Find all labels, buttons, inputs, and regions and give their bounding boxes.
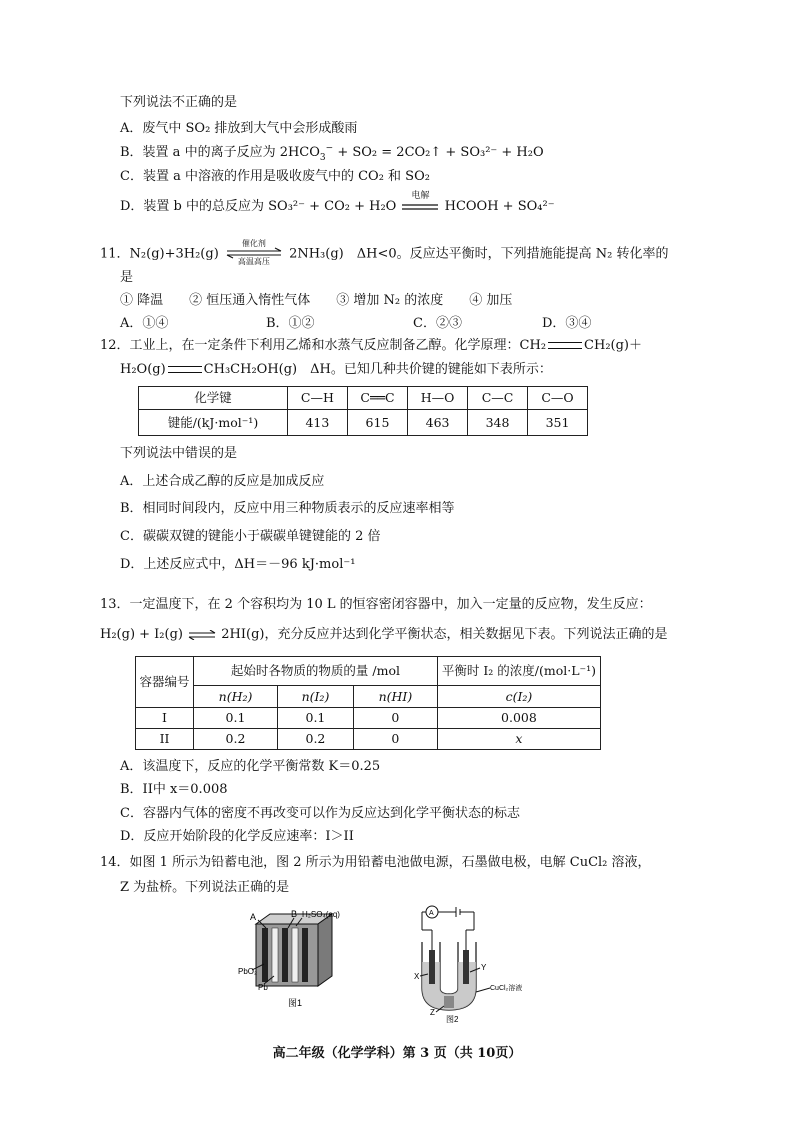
q12-option-c: C．碳碳双键的键能小于碳碳单键键能的 2 倍 (120, 529, 381, 544)
q11-line1 (100, 239, 669, 266)
bond-energy-value: 348 (468, 410, 528, 436)
q13-line2 (100, 627, 667, 643)
q13-line1-text: 一定温度下，在 2 个容积均为 10 L 的恒容密闭容器中，加入一定量的反应物，发生反应： (129, 597, 652, 612)
table-cell: 0.2 (194, 729, 278, 750)
fig1-label-a: A (250, 912, 257, 922)
bond-energy-label: 键能/(kJ·mol⁻¹) (139, 410, 288, 436)
fig1-label-h2so4: H₂SO₄(aq) (302, 910, 340, 919)
q10-option-c: C．装置 a 中溶液的作用是吸收废气中的 CO₂ 和 SO₂ (120, 169, 430, 184)
table-row (136, 729, 601, 750)
q13-option-c: C．容器内气体的密度不再改变可以作为反应达到化学平衡状态的标志 (120, 806, 520, 821)
bond-header-co: C—O (528, 387, 588, 410)
q12-option-a: A．上述合成乙醇的反应是加成反应 (120, 474, 325, 489)
electrolysis-label: 电解 (411, 190, 430, 201)
q14-line1 (100, 855, 651, 871)
table-cell: 0.2 (277, 729, 353, 750)
q13-line1 (100, 597, 652, 613)
q13-line2-post: 2HI(g)，充分反应并达到化学平衡状态，相关数据见下表。下列说法正确的是 (221, 627, 668, 642)
q10-option-b-post: + SO₂ = 2CO₂↑ + SO₃²⁻ + H₂O (333, 145, 544, 160)
bond-energy-value: 463 (408, 410, 468, 436)
bond-header-cc: C—C (468, 387, 528, 410)
q12-line1 (100, 338, 642, 354)
q13-line2-pre: H₂(g) + I₂(g) (100, 627, 183, 642)
table-col-equilibrium: 平衡时 I₂ 的浓度/(mol·L⁻¹) (437, 657, 600, 686)
fig2-label-x: X (414, 972, 420, 981)
fig2-caption: 图2 (446, 1015, 459, 1024)
table-sub-nhi: n(HI) (353, 686, 437, 708)
q11-option-d: D．③④ (542, 316, 592, 331)
q11-option-a: A．①④ (120, 316, 169, 331)
reversible-arrow-catalyst (223, 239, 285, 266)
q13-option-d: D．反应开始阶段的化学反应速率：I＞II (120, 829, 354, 844)
q11-cond-bottom: 高温高压 (237, 257, 270, 266)
q10-option-b: B．装置 a 中的离子反应为 $2HCO_3^- + SO_2$ = 2CO₂↑ + SO₃²⁻ + H₂O (120, 143, 544, 163)
double-bond-sign (548, 342, 582, 349)
q10-option-b-pre: B．装置 a 中的离子反应为 2HCO (120, 145, 320, 160)
table-sub-ci2: c(I₂) (437, 686, 600, 708)
table-row (136, 708, 601, 729)
bond-energy-value: 351 (528, 410, 588, 436)
table-sub-ni2: n(I₂) (277, 686, 353, 708)
q11-line2: 是 (120, 270, 134, 285)
figure-1-lead-battery (236, 906, 346, 1016)
bond-header-label: 化学键 (139, 387, 288, 410)
equals-sign (168, 366, 202, 373)
table-cell: 0 (353, 729, 437, 750)
q11-cond-top: 催化剂 (241, 239, 266, 248)
q13-option-b: B．II中 x＝0.008 (120, 782, 228, 797)
q11-lhs: N₂(g)+3H₂(g) (129, 246, 219, 262)
table-col-initial-group: 起始时各物质的物质的量 /mol (194, 657, 438, 686)
bond-energy-value: 615 (347, 410, 407, 436)
figure-2-electrolysis-cell (408, 902, 538, 1024)
q11-rhs: 2NH₃(g) ΔH<0。反应达平衡时，下列措施能提高 N₂ 转化率的 (289, 246, 669, 262)
table-col-container: 容器编号 (136, 657, 194, 708)
q12-stem: 下列说法中错误的是 (120, 446, 238, 461)
q14-line2: Z 为盐桥。下列说法正确的是 (120, 880, 290, 895)
reversible-arrow-icon (187, 630, 217, 640)
fig1-label-b: B (291, 909, 298, 919)
q11-items: ① 降温 ② 恒压通入惰性气体 ③ 增加 N₂ 的浓度 ④ 加压 (120, 293, 513, 308)
fig2-label-cucl2: CuCl₂溶液 (490, 985, 523, 992)
fig1-label-pb: Pb (258, 983, 268, 992)
bond-header-ho: H—O (408, 387, 468, 410)
table-cell: 0.008 (437, 708, 600, 729)
bond-energy-value: 413 (287, 410, 347, 436)
q12-line1-end: CH₂(g)＋ (584, 338, 643, 353)
q11-number: 11． (100, 246, 130, 262)
q12-line2-pre: H₂O(g) (120, 362, 166, 377)
q13-option-a: A．该温度下，反应的化学平衡常数 K＝0.25 (120, 759, 381, 774)
q11-option-c: C．②③ (413, 316, 462, 331)
table-cell: 0.1 (194, 708, 278, 729)
q12-line2-post: CH₃CH₂OH(g) ΔH。已知几种共价键的键能如下表所示： (203, 362, 552, 377)
q11-option-b: B．①② (266, 316, 315, 331)
q10-option-d-pre: D．装置 b 中的总反应为 SO₃²⁻ + CO₂ + H₂O (120, 199, 397, 214)
q12-number: 12． (100, 338, 130, 353)
fig2-ammeter-label: A (429, 910, 434, 917)
page-footer: 高二年级（化学学科）第 3 页（共 10页） (272, 1046, 522, 1061)
q12-line2 (120, 362, 552, 378)
electrolysis-sign (400, 190, 440, 214)
q13-number: 13． (100, 597, 130, 612)
q12-line1-text: 工业上，在一定条件下利用乙烯和水蒸气反应制备乙醇。化学原理：CH₂ (129, 338, 547, 353)
q10-option-a: A．废气中 SO₂ 排放到大气中会形成酸雨 (120, 121, 358, 136)
q10-option-d (120, 190, 555, 215)
q12-option-d: D．上述反应式中，ΔH＝－96 kJ·mol⁻¹ (120, 557, 356, 572)
table-cell: 0 (353, 708, 437, 729)
q10-stem: 下列说法不正确的是 (120, 95, 238, 110)
table-cell: 0.1 (277, 708, 353, 729)
q12-option-b: B．相同时间段内，反应中用三种物质表示的反应速率相等 (120, 501, 455, 516)
fig1-label-pbo2: PbO₂ (238, 967, 258, 976)
bond-header-ch: C—H (287, 387, 347, 410)
fig2-label-z: Z (430, 1008, 435, 1017)
fig1-caption: 图1 (288, 998, 303, 1008)
table-sub-nh2: n(H₂) (194, 686, 278, 708)
table-cell: I (136, 708, 194, 729)
table-cell: II (136, 729, 194, 750)
equilibrium-table (135, 656, 601, 750)
table-cell: x (437, 729, 600, 750)
q10-option-d-post: HCOOH + SO₄²⁻ (444, 199, 555, 214)
q14-number: 14． (100, 855, 130, 870)
fig2-label-y: Y (481, 963, 487, 972)
q14-line1-text: 如图 1 所示为铅蓄电池，图 2 所示为用铅蓄电池做电源，石墨做电极，电解 CuCl₂ 溶液， (129, 855, 651, 870)
bond-header-cc-double: C══C (347, 387, 407, 410)
bond-energy-table (138, 386, 588, 436)
